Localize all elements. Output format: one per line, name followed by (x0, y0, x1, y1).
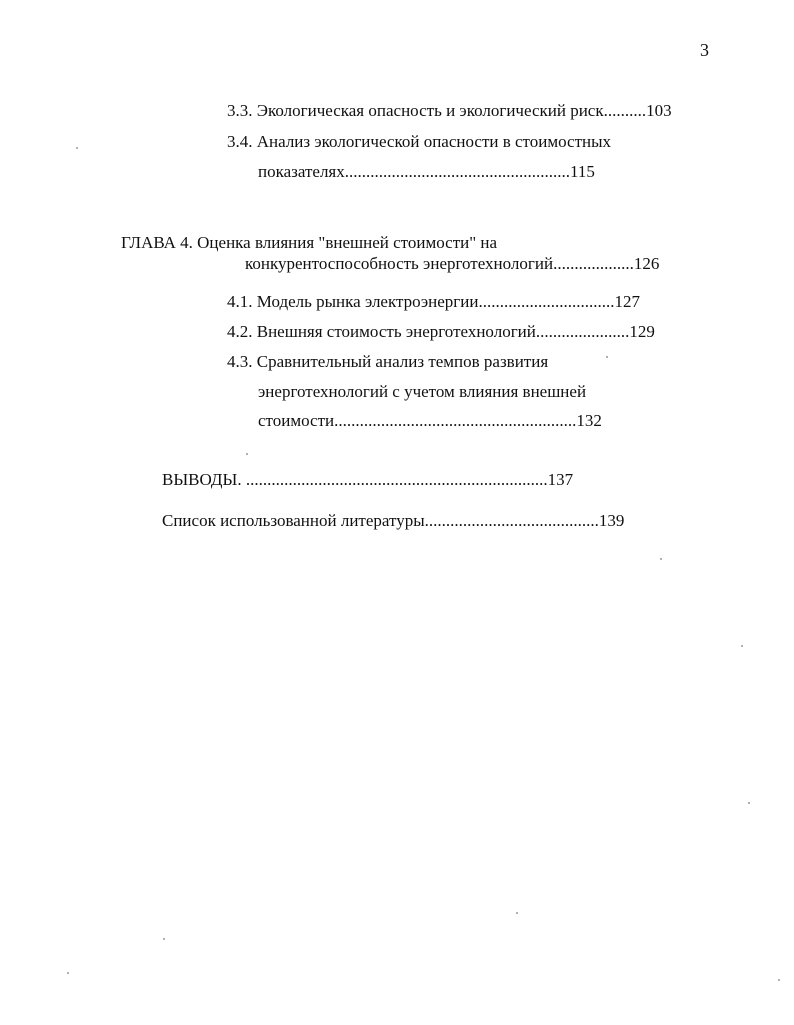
scan-speck (76, 147, 78, 149)
page-number: 3 (700, 40, 709, 60)
toc-chapter-4-title: ГЛАВА 4. Оценка влияния "внешней стоимости" на (121, 233, 498, 252)
toc-entry-4-2: 4.2. Внешняя стоимость энерготехнологий......................129 (227, 322, 655, 341)
toc-conclusions: ВЫВОДЫ. .......................................................................137 (162, 470, 574, 489)
scan-speck (778, 979, 780, 981)
toc-entry-4-1: 4.1. Модель рынка электроэнергии................................127 (227, 292, 640, 311)
scan-speck (163, 938, 165, 940)
scan-speck (516, 912, 518, 914)
toc-entry-3-4-title: 3.4. Анализ экологической опасности в стоимостных (227, 132, 612, 151)
scan-speck (660, 558, 662, 560)
toc-entry-3-4-continuation: показателях.....................................................115 (258, 162, 595, 181)
scan-speck (67, 972, 69, 974)
scan-speck (741, 645, 743, 647)
scan-speck (246, 453, 248, 455)
toc-entry-3-3: 3.3. Экологическая опасность и экологический риск..........103 (227, 101, 672, 120)
toc-entry-4-3-line3: стоимости.........................................................132 (258, 411, 602, 430)
toc-references: Список использованной литературы.........................................139 (162, 511, 625, 530)
toc-entry-4-3-title: 4.3. Сравнительный анализ темпов развития (227, 352, 549, 371)
toc-entry-4-3-line2: энерготехнологий с учетом влияния внешней (258, 382, 587, 401)
toc-chapter-4-continuation: конкурентоспособность энерготехнологий...................126 (245, 254, 660, 273)
scan-speck (606, 356, 608, 358)
scan-speck (748, 802, 750, 804)
